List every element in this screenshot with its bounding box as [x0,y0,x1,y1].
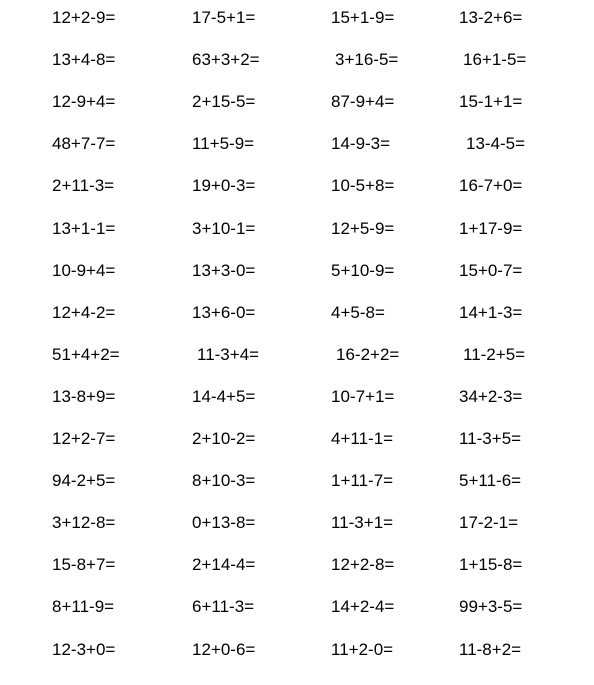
math-problem: 16-2+2= [336,344,400,364]
math-problem: 12-3+0= [52,639,116,659]
math-problem: 13+6-0= [192,302,256,322]
math-problem: 1+11-7= [331,471,394,491]
math-problem: 8+10-3= [192,471,256,491]
problem-row [0,6,594,30]
math-problem: 63+3+2= [192,50,260,70]
math-problem: 4+5-8= [331,302,385,322]
math-problem: 13+4-8= [52,50,116,70]
math-problem: 11-3+4= [197,344,260,364]
math-problem: 34+2-3= [459,386,523,406]
math-problem: 14-9-3= [331,134,391,154]
math-problem: 12+2-9= [52,8,116,27]
math-problem: 14+2-4= [331,597,395,617]
problem-row [0,259,594,283]
problem-row [0,90,594,114]
math-problem: 15-8+7= [52,555,116,575]
math-problem: 2+10-2= [192,429,256,448]
problem-row [0,343,594,367]
problem-row [0,48,594,72]
problem-row [0,427,594,451]
math-problem: 19+0-3= [192,176,256,196]
math-problem: 2+15-5= [192,92,256,112]
math-problem: 3+10-1= [192,218,256,238]
math-problem: 12+2-7= [52,429,116,448]
math-problem: 3+12-8= [52,513,116,533]
math-problem: 11+5-9= [192,134,255,154]
math-problem: 99+3-5= [459,597,523,617]
math-problem: 16-7+0= [459,176,523,196]
math-problem: 48+7-7= [52,134,116,154]
problem-row [0,553,594,577]
problem-row [0,385,594,409]
math-problem: 13-2+6= [459,8,523,27]
math-problem: 2+14-4= [192,555,256,575]
problem-row [0,217,594,241]
problem-row [0,511,594,535]
math-problem: 87-9+4= [331,92,395,112]
math-problem: 16+1-5= [463,50,527,70]
math-problem: 15+0-7= [459,260,523,280]
math-problem: 17-5+1= [192,8,256,27]
math-problem: 15+1-9= [331,8,395,27]
math-problem: 13+1-1= [52,218,116,238]
math-problem: 12+0-6= [192,639,256,659]
math-problem: 13-4-5= [466,134,526,154]
math-problem: 94-2+5= [52,471,116,491]
math-problem: 10-9+4= [52,260,116,280]
math-problem: 10-7+1= [331,386,395,406]
math-problem: 8+11-9= [52,597,115,617]
math-problem: 2+11-3= [52,176,115,196]
math-problem: 13+3-0= [192,260,256,280]
problem-row [0,132,594,156]
math-problem: 51+4+2= [52,344,120,364]
math-problem: 12-9+4= [52,92,116,112]
math-problem: 11-2+5= [463,344,526,364]
math-problem: 11-8+2= [459,639,522,659]
math-problem: 6+11-3= [192,597,255,617]
problem-row [0,638,594,662]
math-problem: 12+2-8= [331,555,395,575]
problem-row [0,174,594,198]
problem-row [0,301,594,325]
math-problem: 14-4+5= [192,386,256,406]
math-problem: 14+1-3= [459,302,523,322]
math-problem: 13-8+9= [52,386,116,406]
math-problem: 12+4-2= [52,302,116,322]
math-problem: 3+16-5= [335,50,399,70]
math-problem: 15-1+1= [459,92,523,112]
math-problem: 17-2-1= [459,513,519,533]
math-problem: 1+17-9= [459,218,523,238]
math-problem: 1+15-8= [459,555,523,575]
math-problem: 5+10-9= [331,260,395,280]
math-problem: 11-3+1= [331,513,394,533]
problem-row [0,595,594,619]
math-problem: 0+13-8= [192,513,256,533]
math-problem: 5+11-6= [459,471,522,491]
math-problem: 12+5-9= [331,218,395,238]
math-problem: 4+11-1= [331,429,394,448]
math-problem: 11+2-0= [331,639,394,659]
problem-row [0,469,594,493]
math-problem: 11-3+5= [459,429,522,448]
math-problem: 10-5+8= [331,176,395,196]
